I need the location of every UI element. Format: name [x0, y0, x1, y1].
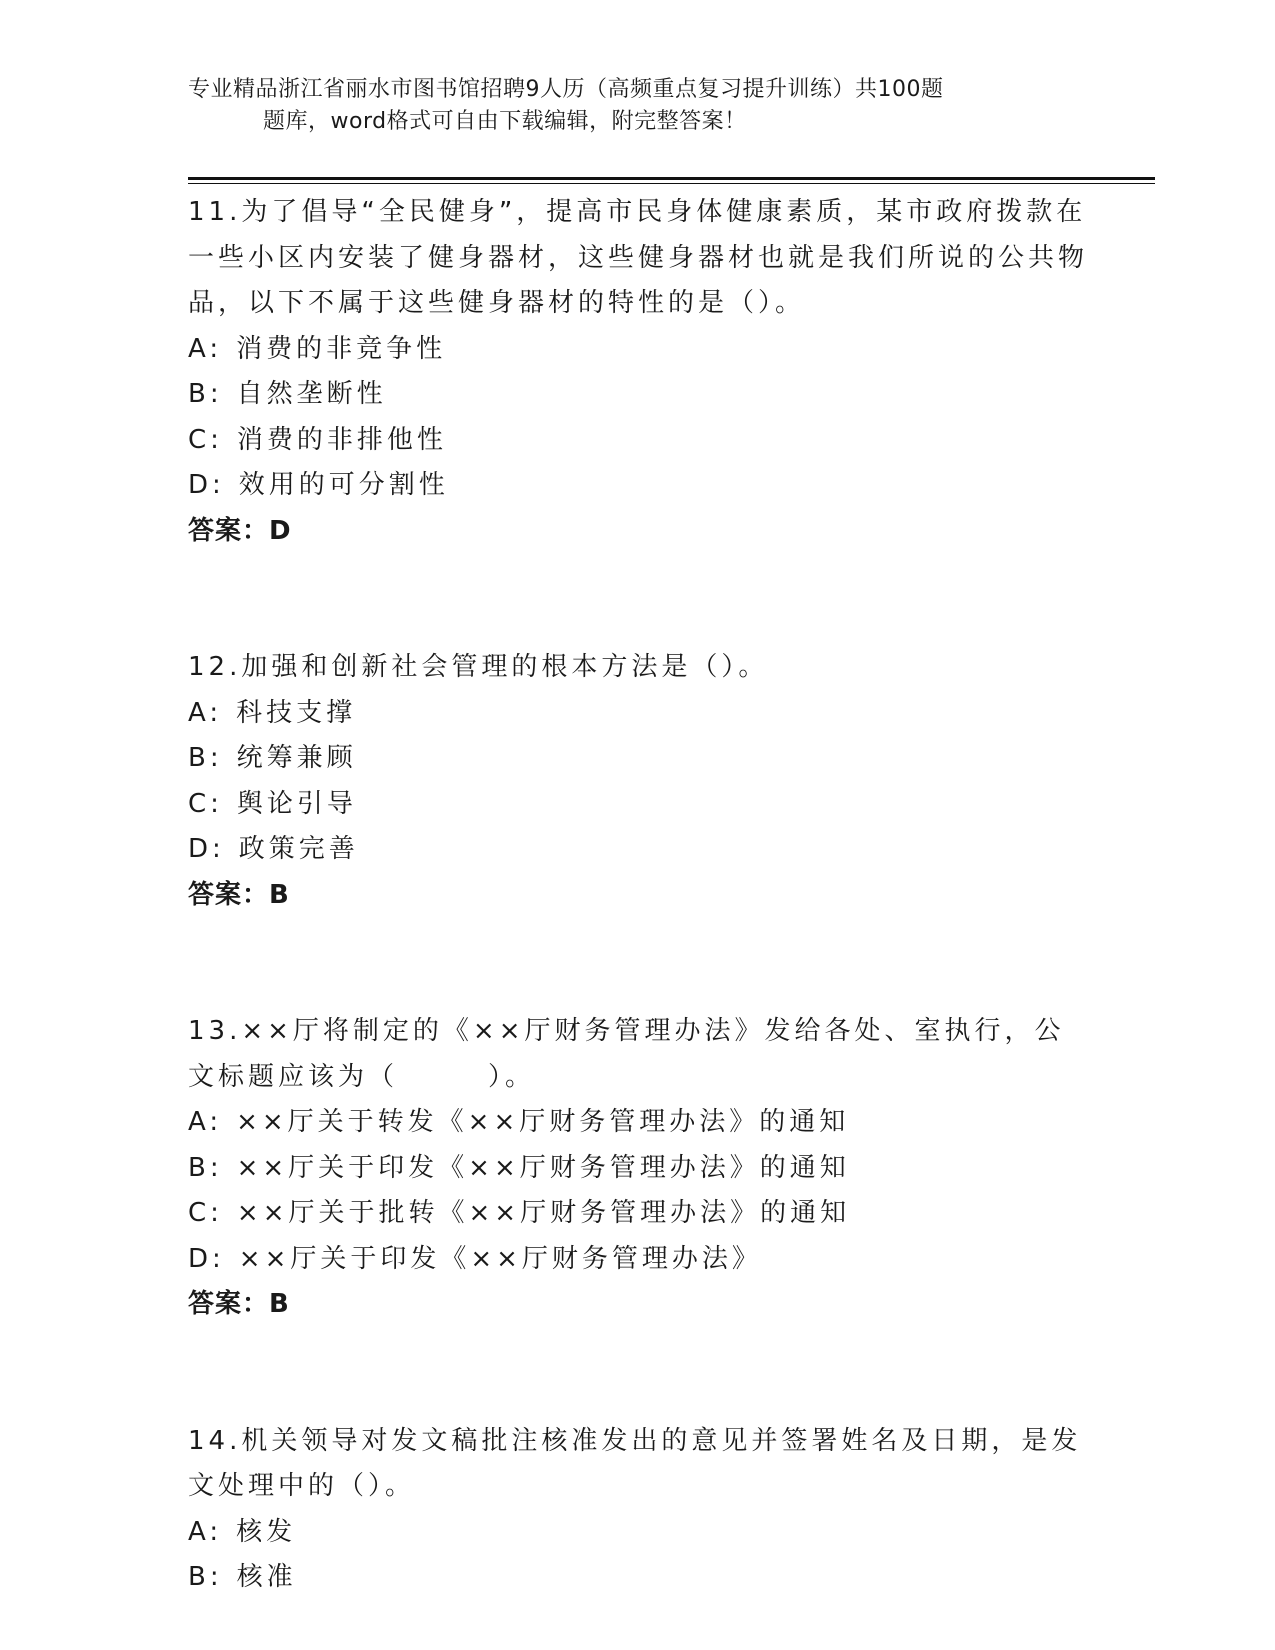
- option-key: D:: [188, 834, 225, 864]
- option-key: C:: [188, 788, 223, 819]
- option-key: C:: [188, 1198, 223, 1228]
- option-b: [188, 1146, 1088, 1192]
- option-key: A:: [188, 1107, 223, 1137]
- option-text: ××厅关于转发《××厅财务管理办法》的通知: [236, 1107, 850, 1137]
- option-c: [188, 782, 1088, 828]
- answer: 答案：B: [188, 1289, 290, 1319]
- header-title-line1: 专业精品浙江省丽水市图书馆招聘9人历（高频重点复习提升训练）共100题: [188, 77, 944, 102]
- option-text: ××厅关于印发《××厅财务管理办法》的通知: [236, 1152, 850, 1183]
- answer: 答案：D: [188, 515, 292, 546]
- option-text: 科技支撑: [236, 697, 357, 728]
- option-a: [188, 691, 1088, 737]
- option-text: 政策完善: [238, 834, 359, 864]
- option-key: B:: [188, 1152, 223, 1183]
- header-title-line2: 题库，word格式可自由下载编辑，附完整答案！: [263, 109, 747, 134]
- option-text: 舆论引导: [236, 788, 357, 819]
- question-list: [188, 190, 1088, 1601]
- option-text: ××厅关于批转《××厅财务管理办法》的通知: [236, 1198, 851, 1228]
- option-b: [188, 372, 1088, 418]
- question-text: 12.加强和创新社会管理的根本方法是（）。: [188, 652, 769, 682]
- option-c: [188, 418, 1088, 464]
- option-text: 消费的非竞争性: [236, 333, 447, 364]
- question-12: [188, 645, 1088, 918]
- option-b: [188, 736, 1088, 782]
- option-a: [188, 1510, 1088, 1556]
- option-a: [188, 1100, 1088, 1146]
- option-text: 效用的可分割性: [238, 470, 449, 500]
- option-text: 自然垄断性: [236, 379, 387, 409]
- option-key: A:: [188, 697, 223, 728]
- option-a: [188, 327, 1088, 373]
- option-text: 消费的非排他性: [236, 424, 447, 455]
- option-d: [188, 463, 1088, 509]
- option-key: C:: [188, 424, 223, 455]
- header-rule-thick: [188, 177, 1155, 180]
- header-rule-thin: [188, 183, 1155, 184]
- option-key: B:: [188, 379, 223, 409]
- option-key: D:: [188, 1243, 225, 1274]
- option-b: [188, 1555, 1088, 1601]
- option-key: A:: [188, 333, 223, 364]
- option-c: [188, 1191, 1088, 1237]
- question-text: 11.为了倡导“全民健身”，提高市民身体健康素质，某市政府拨款在一些小区内安装了健身器材，这些健身器材也就是我们所说的公共物品，以下不属于这些健身器材的特性的是（）。: [188, 197, 1089, 318]
- option-d: [188, 827, 1088, 873]
- document-header: [188, 74, 1068, 138]
- option-d: [188, 1237, 1088, 1283]
- question-text: 14.机关领导对发文稿批注核准发出的意见并签署姓名及日期，是发文处理中的（）。: [188, 1425, 1082, 1501]
- option-text: 核准: [236, 1562, 297, 1592]
- question-11: [188, 190, 1088, 554]
- question-14: [188, 1419, 1088, 1601]
- answer: 答案：B: [188, 879, 290, 910]
- option-text: ××厅关于印发《××厅财务管理办法》: [238, 1243, 762, 1274]
- option-key: B:: [188, 1562, 223, 1592]
- option-key: D:: [188, 470, 225, 500]
- question-text: 13.××厅将制定的《××厅财务管理办法》发给各处、室执行，公文标题应该为（ ）。: [188, 1016, 1065, 1092]
- option-key: A:: [188, 1516, 223, 1547]
- question-13: [188, 1009, 1088, 1328]
- option-key: B:: [188, 743, 223, 773]
- option-text: 核发: [236, 1516, 297, 1547]
- option-text: 统筹兼顾: [236, 743, 357, 773]
